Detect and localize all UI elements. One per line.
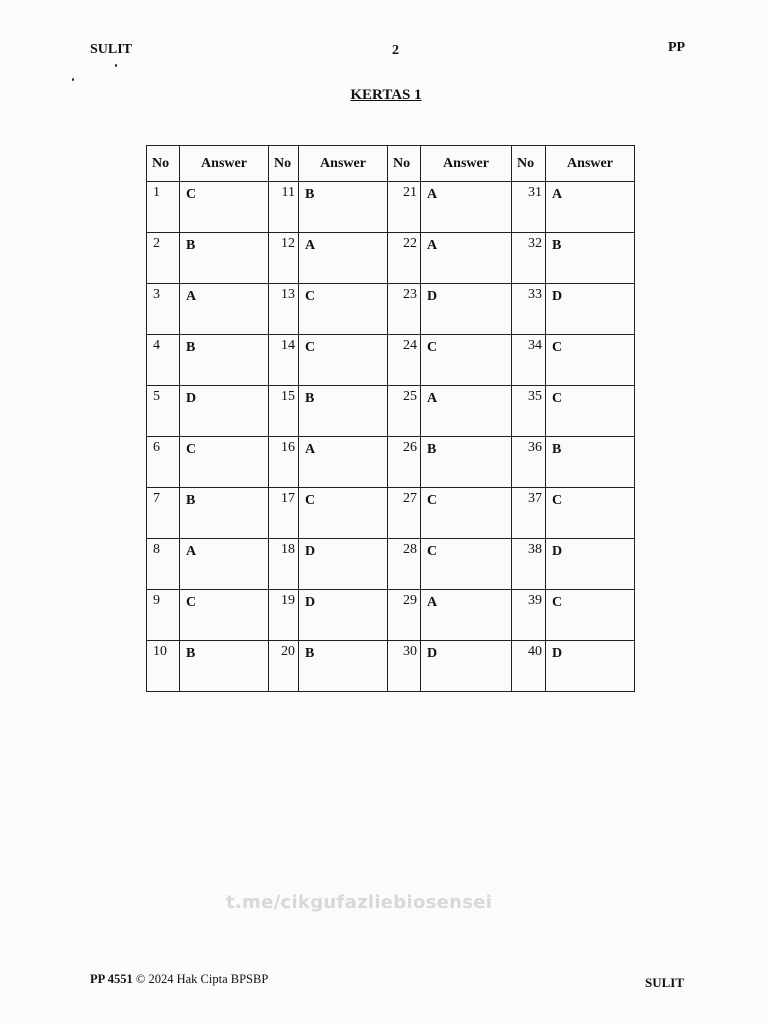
- question-number: 2: [147, 233, 180, 284]
- question-number: 23: [388, 284, 421, 335]
- question-number: 32: [512, 233, 546, 284]
- table-row: [147, 233, 635, 284]
- table-row: [147, 335, 635, 386]
- question-number: 1: [147, 182, 180, 233]
- question-number: 17: [269, 488, 299, 539]
- answer-cell: C: [299, 284, 388, 335]
- question-number: 25: [388, 386, 421, 437]
- answer-cell: A: [180, 284, 269, 335]
- answer-cell: D: [421, 284, 512, 335]
- question-number: 35: [512, 386, 546, 437]
- answer-cell: D: [546, 641, 635, 692]
- question-number: 7: [147, 488, 180, 539]
- question-number: 22: [388, 233, 421, 284]
- table-row: [147, 437, 635, 488]
- question-number: 6: [147, 437, 180, 488]
- answer-cell: D: [421, 641, 512, 692]
- question-number: 5: [147, 386, 180, 437]
- answer-cell: C: [546, 488, 635, 539]
- answer-cell: C: [180, 182, 269, 233]
- answer-cell: B: [421, 437, 512, 488]
- answer-cell: A: [299, 233, 388, 284]
- column-header-no: No: [388, 146, 421, 182]
- question-number: 8: [147, 539, 180, 590]
- answer-cell: C: [421, 488, 512, 539]
- column-header-no: No: [269, 146, 299, 182]
- scan-speck: [72, 78, 74, 81]
- table-row: [147, 641, 635, 692]
- column-header-no: No: [512, 146, 546, 182]
- answer-cell: A: [546, 182, 635, 233]
- question-number: 36: [512, 437, 546, 488]
- question-number: 27: [388, 488, 421, 539]
- answer-cell: C: [299, 335, 388, 386]
- table-row: [147, 488, 635, 539]
- answer-cell: A: [421, 233, 512, 284]
- answer-cell: B: [546, 437, 635, 488]
- question-number: 12: [269, 233, 299, 284]
- column-header-answer: Answer: [421, 146, 512, 182]
- question-number: 15: [269, 386, 299, 437]
- answer-cell: C: [180, 590, 269, 641]
- paper-code: PP 4551: [90, 972, 133, 986]
- question-number: 38: [512, 539, 546, 590]
- answer-cell: B: [299, 386, 388, 437]
- table-header-row: [147, 146, 635, 182]
- question-number: 10: [147, 641, 180, 692]
- footer-left: [90, 972, 268, 987]
- question-number: 33: [512, 284, 546, 335]
- answer-cell: A: [299, 437, 388, 488]
- answer-cell: A: [421, 182, 512, 233]
- answer-cell: A: [180, 539, 269, 590]
- question-number: 40: [512, 641, 546, 692]
- question-number: 29: [388, 590, 421, 641]
- column-header-answer: Answer: [546, 146, 635, 182]
- header-code: PP: [668, 40, 686, 55]
- answer-cell: C: [546, 590, 635, 641]
- question-number: 37: [512, 488, 546, 539]
- answer-cell: D: [546, 539, 635, 590]
- footer-classification: SULIT: [645, 975, 685, 990]
- question-number: 3: [147, 284, 180, 335]
- answer-cell: B: [180, 488, 269, 539]
- answer-cell: A: [421, 590, 512, 641]
- question-number: 28: [388, 539, 421, 590]
- question-number: 24: [388, 335, 421, 386]
- question-number: 18: [269, 539, 299, 590]
- column-header-answer: Answer: [299, 146, 388, 182]
- question-number: 9: [147, 590, 180, 641]
- question-number: 13: [269, 284, 299, 335]
- question-number: 19: [269, 590, 299, 641]
- table-row: [147, 284, 635, 335]
- answer-cell: A: [421, 386, 512, 437]
- answer-cell: C: [421, 335, 512, 386]
- watermark-text: t.me/cikgufazliebiosensei: [226, 892, 493, 913]
- paper-title: KERTAS 1: [350, 87, 422, 103]
- question-number: 30: [388, 641, 421, 692]
- answer-cell: B: [299, 641, 388, 692]
- question-number: 11: [269, 182, 299, 233]
- answer-cell: D: [299, 539, 388, 590]
- copyright-text: © 2024 Hak Cipta BPSBP: [135, 972, 269, 986]
- table-row: [147, 182, 635, 233]
- question-number: 39: [512, 590, 546, 641]
- answer-cell: B: [180, 233, 269, 284]
- header-classification: SULIT: [90, 42, 133, 57]
- column-header-no: No: [147, 146, 180, 182]
- answer-cell: B: [299, 182, 388, 233]
- answer-cell: B: [180, 641, 269, 692]
- question-number: 4: [147, 335, 180, 386]
- question-number: 21: [388, 182, 421, 233]
- answer-cell: D: [299, 590, 388, 641]
- question-number: 16: [269, 437, 299, 488]
- answer-cell: C: [299, 488, 388, 539]
- question-number: 20: [269, 641, 299, 692]
- answer-cell: B: [546, 233, 635, 284]
- question-number: 14: [269, 335, 299, 386]
- page-number: 2: [392, 43, 399, 58]
- answer-cell: C: [546, 335, 635, 386]
- column-header-answer: Answer: [180, 146, 269, 182]
- answer-table-body: [147, 182, 635, 692]
- answer-cell: C: [546, 386, 635, 437]
- table-row: [147, 386, 635, 437]
- answer-table: [146, 145, 635, 692]
- answer-cell: D: [180, 386, 269, 437]
- question-number: 31: [512, 182, 546, 233]
- answer-cell: C: [421, 539, 512, 590]
- question-number: 26: [388, 437, 421, 488]
- table-row: [147, 590, 635, 641]
- question-number: 34: [512, 335, 546, 386]
- answer-cell: D: [546, 284, 635, 335]
- answer-cell: B: [180, 335, 269, 386]
- scan-speck: [115, 64, 117, 67]
- answer-cell: C: [180, 437, 269, 488]
- table-row: [147, 539, 635, 590]
